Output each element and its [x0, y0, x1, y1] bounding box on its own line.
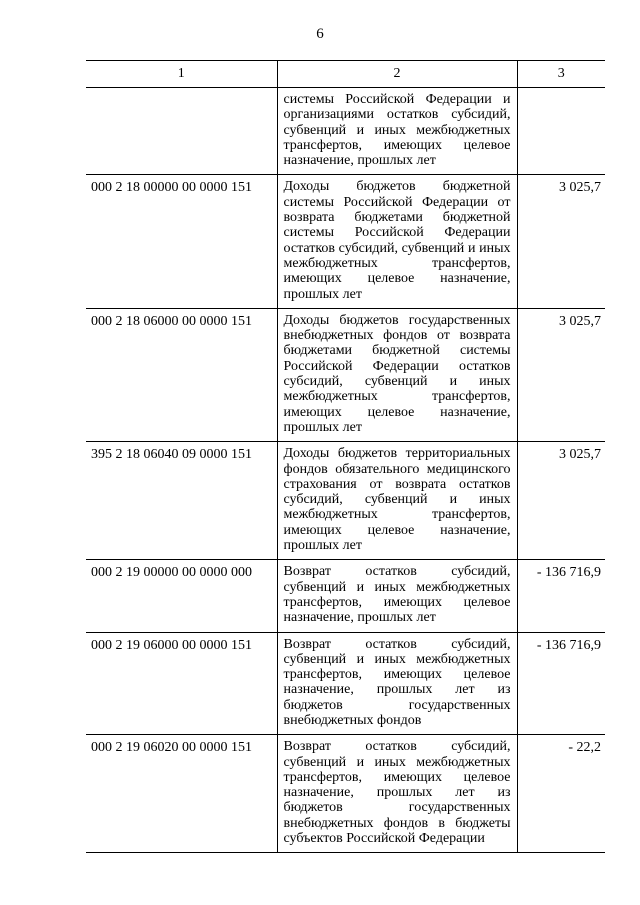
- row-amount: 3 025,7: [517, 442, 605, 560]
- header-col-1: 1: [86, 61, 277, 88]
- budget-code: 000 2 18 00000 00 0000 151: [86, 175, 277, 308]
- page-number: 6: [316, 26, 324, 42]
- row-description: Доходы бюджетов бюджетной системы Российской Федерации от возврата бюджетами бюджетной системы Российской Федерации остатков субсидий, субвенций и иных межбюджетных трансфертов, имеющих целевое назначение, прошлых лет: [277, 175, 517, 308]
- budget-table: [86, 60, 605, 853]
- header-col-3: 3: [517, 61, 605, 88]
- row-description: Возврат остатков субсидий, субвенций и иных межбюджетных трансфертов, имеющих целевое назначение, прошлых лет: [277, 560, 517, 632]
- row-description: Доходы бюджетов территориальных фондов обязательного медицинского страхования от возврата остатков субсидий, субвенций и иных межбюджетных трансфертов, имеющих целевое назначение, прошлых лет: [277, 442, 517, 560]
- row-amount: - 136 716,9: [517, 560, 605, 632]
- table-body: [86, 88, 605, 853]
- table-row: [86, 632, 605, 735]
- budget-code: 000 2 19 06020 00 0000 151: [86, 735, 277, 853]
- header-col-2: 2: [277, 61, 517, 88]
- row-description: Возврат остатков субсидий, субвенций и иных межбюджетных трансфертов, имеющих целевое назначение, прошлых лет из бюджетов государственных внебюджетных фондов: [277, 632, 517, 735]
- row-amount: 3 025,7: [517, 175, 605, 308]
- row-amount: 3 025,7: [517, 308, 605, 441]
- row-amount: - 136 716,9: [517, 632, 605, 735]
- budget-code: 000 2 18 06000 00 0000 151: [86, 308, 277, 441]
- header-row: [86, 61, 605, 88]
- row-amount: [517, 88, 605, 175]
- table-row: [86, 560, 605, 632]
- row-description: Доходы бюджетов государственных внебюджетных фондов от возврата бюджетами бюджетной системы Российской Федерации остатков субсидий, субвенций и иных межбюджетных трансфертов, имеющих целевое назначение, прошлых лет: [277, 308, 517, 441]
- table-header: [86, 61, 605, 88]
- budget-code: 000 2 19 00000 00 0000 000: [86, 560, 277, 632]
- table-row: [86, 88, 605, 175]
- row-description: Возврат остатков субсидий, субвенций и иных межбюджетных трансфертов, имеющих целевое назначение, прошлых лет из бюджетов государственных внебюджетных фондов в бюджеты субъектов Российской Федерации: [277, 735, 517, 853]
- budget-code: 395 2 18 06040 09 0000 151: [86, 442, 277, 560]
- table-row: [86, 308, 605, 441]
- budget-code: [86, 88, 277, 175]
- table-row: [86, 442, 605, 560]
- row-amount: - 22,2: [517, 735, 605, 853]
- table-row: [86, 735, 605, 853]
- row-description: системы Российской Федерации и организациями остатков субсидий, субвенций и иных межбюджетных трансфертов, имеющих целевое назначение, прошлых лет: [277, 88, 517, 175]
- table-row: [86, 175, 605, 308]
- budget-code: 000 2 19 06000 00 0000 151: [86, 632, 277, 735]
